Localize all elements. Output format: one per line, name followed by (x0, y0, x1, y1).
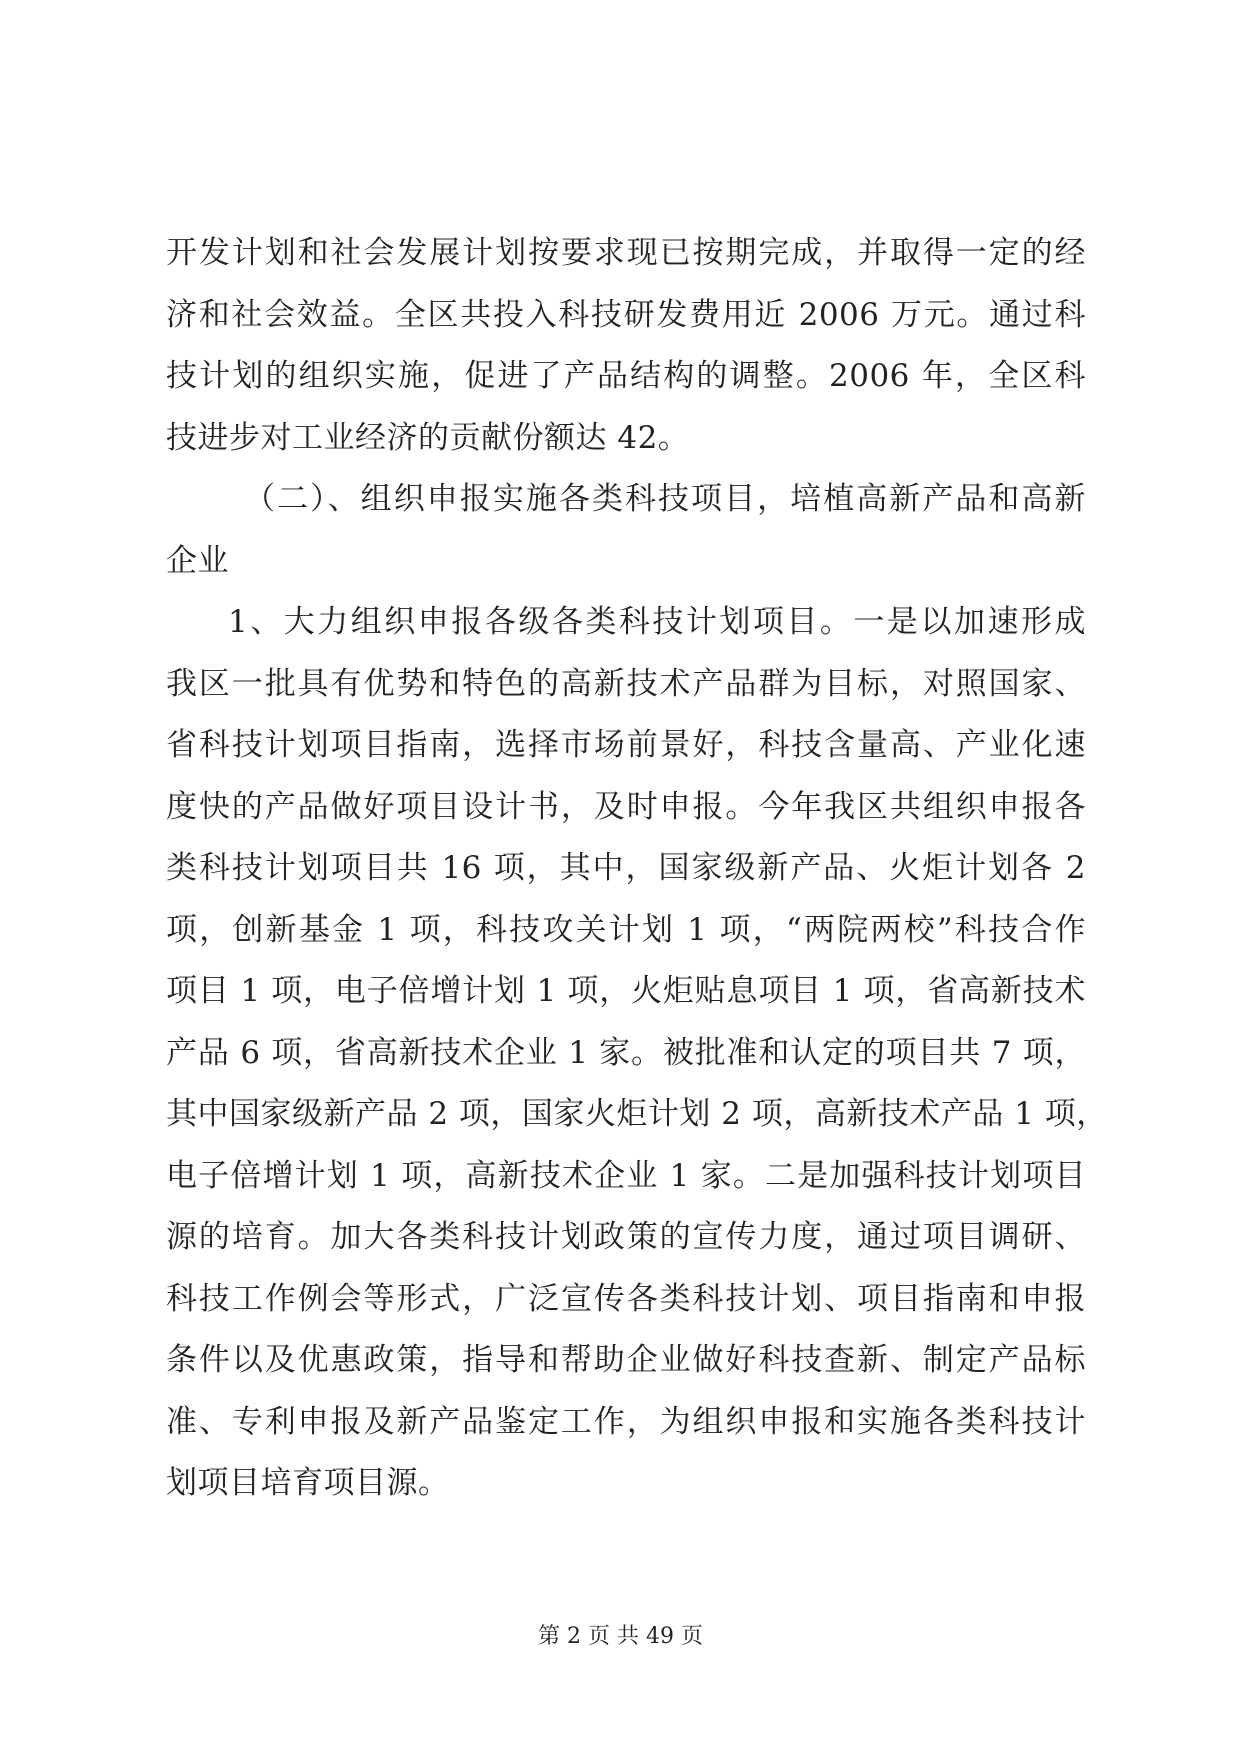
body-line: 产品 6 项，省高新技术企业 1 家。被批准和认定的项目共 7 项， (166, 1034, 1086, 1071)
paragraph-first-line: 1、大力组织申报各级各类科技计划项目。一是以加速形成 (228, 604, 1086, 640)
body-line: 源的培育。加大各类科技计划政策的宣传力度，通过项目调研、 (166, 1219, 1086, 1255)
body-line: 开发计划和社会发展计划按要求现已按期完成，并取得一定的经 (166, 235, 1086, 271)
body-line: 度快的产品做好项目设计书，及时申报。今年我区共组织申报各 (166, 788, 1086, 825)
body-line: 项目 1 项，电子倍增计划 1 项，火炬贴息项目 1 项，省高新技术 (166, 973, 1086, 1009)
body-line: 济和社会效益。全区共投入科技研发费用近 2006 万元。通过科 (166, 296, 1086, 333)
body-line: 类科技计划项目共 16 项，其中，国家级新产品、火炬计划各 2 (166, 850, 1086, 886)
body-line: 省科技计划项目指南，选择市场前景好，科技含量高、产业化速 (166, 727, 1086, 763)
body-line: 科技工作例会等形式，广泛宣传各类科技计划、项目指南和申报 (166, 1280, 1086, 1317)
section-heading-continued: 企业 (166, 542, 229, 579)
body-line: 其中国家级新产品 2 项，国家火炬计划 2 项，高新技术产品 1 项， (166, 1096, 1108, 1132)
body-line: 划项目培育项目源。 (166, 1465, 450, 1501)
page-number-footer: 第 2 页 共 49 页 (538, 1624, 703, 1649)
body-line: 技计划的组织实施，促进了产品结构的调整。2006 年，全区科 (166, 358, 1086, 394)
body-line: 条件以及优惠政策，指导和帮助企业做好科技查新、制定产品标 (166, 1342, 1086, 1378)
document-body (166, 223, 1108, 1515)
body-line: 项，创新基金 1 项，科技攻关计划 1 项，“两院两校”科技合作 (166, 911, 1086, 948)
body-line: 电子倍增计划 1 项，高新技术企业 1 家。二是加强科技计划项目 (166, 1157, 1086, 1194)
section-heading: （二）、组织申报实施各类科技项目，培植高新产品和高新 (244, 481, 1086, 517)
body-line: 准、专利申报及新产品鉴定工作，为组织申报和实施各类科技计 (166, 1403, 1086, 1440)
body-line: 技进步对工业经济的贡献份额达 42。 (166, 419, 690, 456)
body-line: 我区一批具有优势和特色的高新技术产品群为目标，对照国家、 (166, 665, 1086, 702)
